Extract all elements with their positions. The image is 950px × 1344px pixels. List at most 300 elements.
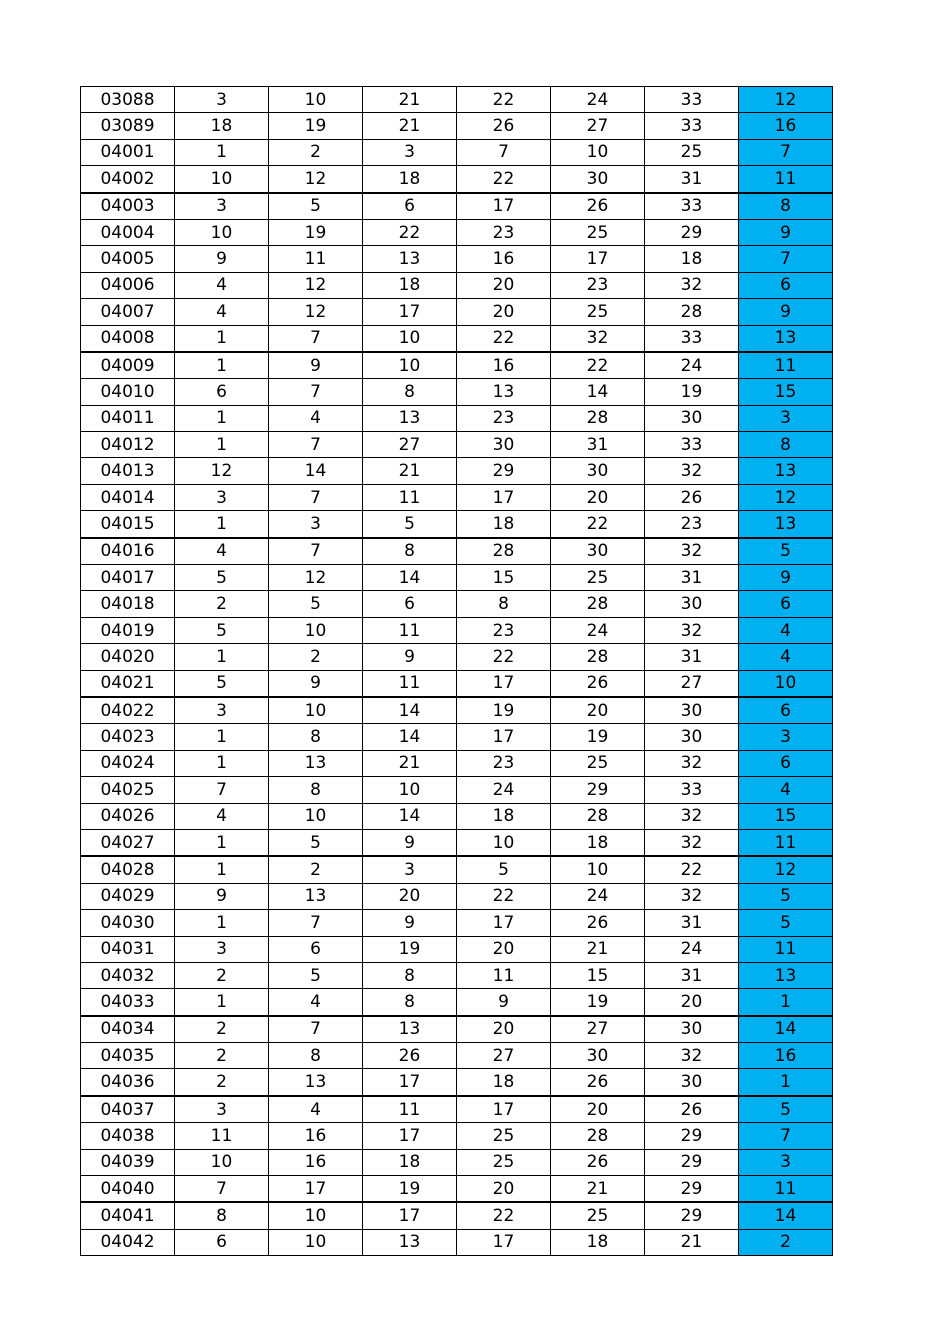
red-ball-2-cell: 11 xyxy=(269,246,363,272)
red-ball-3-cell: 10 xyxy=(363,325,457,352)
red-ball-6-cell: 32 xyxy=(645,458,739,484)
blue-ball-cell: 12 xyxy=(739,484,833,510)
red-ball-5-cell: 23 xyxy=(551,272,645,298)
red-ball-3-cell: 11 xyxy=(363,670,457,697)
table-row xyxy=(81,193,833,220)
red-ball-2-cell: 13 xyxy=(269,750,363,776)
red-ball-1-cell: 1 xyxy=(175,724,269,750)
table-row xyxy=(81,352,833,379)
red-ball-2-cell: 4 xyxy=(269,989,363,1016)
red-ball-5-cell: 28 xyxy=(551,1123,645,1149)
table-row xyxy=(81,272,833,298)
red-ball-6-cell: 18 xyxy=(645,246,739,272)
red-ball-5-cell: 25 xyxy=(551,750,645,776)
red-ball-3-cell: 14 xyxy=(363,565,457,591)
table-row xyxy=(81,617,833,643)
red-ball-5-cell: 20 xyxy=(551,484,645,510)
red-ball-1-cell: 3 xyxy=(175,936,269,962)
table-row xyxy=(81,1149,833,1175)
red-ball-2-cell: 7 xyxy=(269,432,363,458)
blue-ball-cell: 13 xyxy=(739,511,833,538)
table-row xyxy=(81,777,833,803)
red-ball-4-cell: 17 xyxy=(457,910,551,936)
red-ball-1-cell: 7 xyxy=(175,777,269,803)
red-ball-1-cell: 3 xyxy=(175,697,269,724)
red-ball-5-cell: 26 xyxy=(551,193,645,220)
blue-ball-cell: 6 xyxy=(739,750,833,776)
red-ball-4-cell: 16 xyxy=(457,352,551,379)
red-ball-2-cell: 13 xyxy=(269,883,363,909)
red-ball-4-cell: 23 xyxy=(457,405,551,431)
red-ball-4-cell: 22 xyxy=(457,644,551,670)
red-ball-3-cell: 17 xyxy=(363,1202,457,1229)
red-ball-5-cell: 20 xyxy=(551,697,645,724)
red-ball-2-cell: 16 xyxy=(269,1123,363,1149)
issue-number-cell: 04037 xyxy=(81,1096,175,1123)
blue-ball-cell: 14 xyxy=(739,1202,833,1229)
red-ball-5-cell: 25 xyxy=(551,1202,645,1229)
blue-ball-cell: 6 xyxy=(739,272,833,298)
table-row xyxy=(81,989,833,1016)
red-ball-5-cell: 25 xyxy=(551,219,645,245)
red-ball-6-cell: 33 xyxy=(645,432,739,458)
red-ball-5-cell: 28 xyxy=(551,591,645,617)
red-ball-6-cell: 26 xyxy=(645,484,739,510)
lottery-results-table xyxy=(80,86,833,1256)
red-ball-2-cell: 17 xyxy=(269,1176,363,1203)
red-ball-4-cell: 24 xyxy=(457,777,551,803)
table-row xyxy=(81,458,833,484)
red-ball-2-cell: 7 xyxy=(269,910,363,936)
red-ball-5-cell: 26 xyxy=(551,1069,645,1096)
red-ball-3-cell: 6 xyxy=(363,591,457,617)
red-ball-2-cell: 12 xyxy=(269,272,363,298)
red-ball-3-cell: 11 xyxy=(363,484,457,510)
issue-number-cell: 04034 xyxy=(81,1016,175,1043)
red-ball-5-cell: 27 xyxy=(551,1016,645,1043)
red-ball-3-cell: 21 xyxy=(363,87,457,113)
red-ball-1-cell: 9 xyxy=(175,883,269,909)
red-ball-6-cell: 32 xyxy=(645,617,739,643)
red-ball-6-cell: 30 xyxy=(645,1016,739,1043)
red-ball-5-cell: 21 xyxy=(551,936,645,962)
table-row xyxy=(81,379,833,405)
red-ball-2-cell: 2 xyxy=(269,644,363,670)
red-ball-1-cell: 1 xyxy=(175,856,269,883)
red-ball-4-cell: 22 xyxy=(457,166,551,193)
red-ball-1-cell: 1 xyxy=(175,432,269,458)
blue-ball-cell: 10 xyxy=(739,670,833,697)
red-ball-5-cell: 10 xyxy=(551,139,645,165)
table-row xyxy=(81,803,833,829)
table-row xyxy=(81,87,833,113)
red-ball-1-cell: 2 xyxy=(175,1043,269,1069)
red-ball-4-cell: 20 xyxy=(457,272,551,298)
blue-ball-cell: 12 xyxy=(739,856,833,883)
red-ball-5-cell: 10 xyxy=(551,856,645,883)
red-ball-1-cell: 2 xyxy=(175,962,269,988)
red-ball-1-cell: 2 xyxy=(175,591,269,617)
red-ball-2-cell: 7 xyxy=(269,325,363,352)
red-ball-1-cell: 1 xyxy=(175,325,269,352)
red-ball-3-cell: 13 xyxy=(363,1016,457,1043)
red-ball-2-cell: 10 xyxy=(269,1202,363,1229)
red-ball-2-cell: 8 xyxy=(269,724,363,750)
red-ball-5-cell: 24 xyxy=(551,617,645,643)
red-ball-6-cell: 31 xyxy=(645,962,739,988)
red-ball-2-cell: 5 xyxy=(269,829,363,856)
table-row xyxy=(81,246,833,272)
red-ball-6-cell: 32 xyxy=(645,883,739,909)
red-ball-1-cell: 2 xyxy=(175,1069,269,1096)
issue-number-cell: 04016 xyxy=(81,538,175,565)
red-ball-1-cell: 3 xyxy=(175,87,269,113)
red-ball-2-cell: 2 xyxy=(269,856,363,883)
issue-number-cell: 04022 xyxy=(81,697,175,724)
red-ball-4-cell: 17 xyxy=(457,193,551,220)
red-ball-6-cell: 23 xyxy=(645,511,739,538)
red-ball-2-cell: 5 xyxy=(269,193,363,220)
red-ball-4-cell: 8 xyxy=(457,591,551,617)
red-ball-1-cell: 12 xyxy=(175,458,269,484)
blue-ball-cell: 6 xyxy=(739,591,833,617)
red-ball-3-cell: 21 xyxy=(363,458,457,484)
red-ball-5-cell: 26 xyxy=(551,670,645,697)
red-ball-5-cell: 29 xyxy=(551,777,645,803)
red-ball-3-cell: 8 xyxy=(363,989,457,1016)
red-ball-4-cell: 20 xyxy=(457,1176,551,1203)
red-ball-5-cell: 24 xyxy=(551,87,645,113)
blue-ball-cell: 16 xyxy=(739,1043,833,1069)
red-ball-1-cell: 6 xyxy=(175,1229,269,1255)
table-row xyxy=(81,829,833,856)
red-ball-4-cell: 18 xyxy=(457,1069,551,1096)
red-ball-3-cell: 19 xyxy=(363,936,457,962)
table-row xyxy=(81,538,833,565)
red-ball-6-cell: 25 xyxy=(645,139,739,165)
red-ball-5-cell: 30 xyxy=(551,166,645,193)
red-ball-5-cell: 31 xyxy=(551,432,645,458)
red-ball-5-cell: 25 xyxy=(551,299,645,325)
red-ball-5-cell: 28 xyxy=(551,803,645,829)
blue-ball-cell: 4 xyxy=(739,644,833,670)
red-ball-6-cell: 32 xyxy=(645,829,739,856)
red-ball-2-cell: 9 xyxy=(269,352,363,379)
red-ball-5-cell: 15 xyxy=(551,962,645,988)
table-row xyxy=(81,432,833,458)
blue-ball-cell: 15 xyxy=(739,379,833,405)
table-row xyxy=(81,325,833,352)
issue-number-cell: 04007 xyxy=(81,299,175,325)
issue-number-cell: 04004 xyxy=(81,219,175,245)
red-ball-5-cell: 19 xyxy=(551,724,645,750)
red-ball-5-cell: 18 xyxy=(551,1229,645,1255)
red-ball-6-cell: 30 xyxy=(645,697,739,724)
blue-ball-cell: 8 xyxy=(739,432,833,458)
red-ball-6-cell: 31 xyxy=(645,166,739,193)
red-ball-1-cell: 1 xyxy=(175,511,269,538)
red-ball-2-cell: 7 xyxy=(269,1016,363,1043)
issue-number-cell: 04030 xyxy=(81,910,175,936)
issue-number-cell: 04040 xyxy=(81,1176,175,1203)
red-ball-6-cell: 22 xyxy=(645,856,739,883)
red-ball-3-cell: 14 xyxy=(363,697,457,724)
red-ball-5-cell: 28 xyxy=(551,405,645,431)
red-ball-3-cell: 9 xyxy=(363,644,457,670)
red-ball-5-cell: 21 xyxy=(551,1176,645,1203)
table-row xyxy=(81,883,833,909)
issue-number-cell: 04017 xyxy=(81,565,175,591)
red-ball-6-cell: 29 xyxy=(645,1149,739,1175)
issue-number-cell: 04010 xyxy=(81,379,175,405)
red-ball-1-cell: 3 xyxy=(175,1096,269,1123)
red-ball-6-cell: 27 xyxy=(645,670,739,697)
red-ball-4-cell: 20 xyxy=(457,299,551,325)
red-ball-3-cell: 14 xyxy=(363,724,457,750)
blue-ball-cell: 5 xyxy=(739,1096,833,1123)
table-row xyxy=(81,1096,833,1123)
issue-number-cell: 04003 xyxy=(81,193,175,220)
red-ball-3-cell: 3 xyxy=(363,856,457,883)
red-ball-5-cell: 30 xyxy=(551,538,645,565)
red-ball-1-cell: 5 xyxy=(175,565,269,591)
red-ball-3-cell: 21 xyxy=(363,750,457,776)
blue-ball-cell: 1 xyxy=(739,1069,833,1096)
red-ball-6-cell: 30 xyxy=(645,591,739,617)
table-row xyxy=(81,405,833,431)
blue-ball-cell: 6 xyxy=(739,697,833,724)
red-ball-6-cell: 33 xyxy=(645,193,739,220)
red-ball-1-cell: 1 xyxy=(175,829,269,856)
red-ball-6-cell: 20 xyxy=(645,989,739,1016)
blue-ball-cell: 7 xyxy=(739,246,833,272)
red-ball-1-cell: 4 xyxy=(175,803,269,829)
red-ball-3-cell: 18 xyxy=(363,272,457,298)
red-ball-6-cell: 32 xyxy=(645,750,739,776)
red-ball-6-cell: 19 xyxy=(645,379,739,405)
red-ball-1-cell: 2 xyxy=(175,1016,269,1043)
table-body xyxy=(81,87,833,1256)
red-ball-6-cell: 32 xyxy=(645,1043,739,1069)
table-row xyxy=(81,511,833,538)
red-ball-3-cell: 5 xyxy=(363,511,457,538)
red-ball-1-cell: 6 xyxy=(175,379,269,405)
table-row xyxy=(81,1123,833,1149)
red-ball-2-cell: 7 xyxy=(269,484,363,510)
red-ball-4-cell: 18 xyxy=(457,803,551,829)
blue-ball-cell: 7 xyxy=(739,139,833,165)
red-ball-4-cell: 25 xyxy=(457,1149,551,1175)
issue-number-cell: 04009 xyxy=(81,352,175,379)
red-ball-6-cell: 32 xyxy=(645,272,739,298)
red-ball-3-cell: 8 xyxy=(363,538,457,565)
issue-number-cell: 04025 xyxy=(81,777,175,803)
red-ball-6-cell: 29 xyxy=(645,1123,739,1149)
blue-ball-cell: 13 xyxy=(739,962,833,988)
table-row xyxy=(81,856,833,883)
blue-ball-cell: 9 xyxy=(739,565,833,591)
issue-number-cell: 04021 xyxy=(81,670,175,697)
red-ball-4-cell: 27 xyxy=(457,1043,551,1069)
red-ball-5-cell: 30 xyxy=(551,458,645,484)
blue-ball-cell: 3 xyxy=(739,724,833,750)
blue-ball-cell: 4 xyxy=(739,617,833,643)
red-ball-2-cell: 4 xyxy=(269,405,363,431)
red-ball-1-cell: 1 xyxy=(175,910,269,936)
blue-ball-cell: 11 xyxy=(739,166,833,193)
red-ball-3-cell: 10 xyxy=(363,352,457,379)
red-ball-5-cell: 30 xyxy=(551,1043,645,1069)
red-ball-4-cell: 13 xyxy=(457,379,551,405)
issue-number-cell: 04013 xyxy=(81,458,175,484)
red-ball-3-cell: 9 xyxy=(363,829,457,856)
red-ball-6-cell: 29 xyxy=(645,219,739,245)
red-ball-3-cell: 17 xyxy=(363,1069,457,1096)
red-ball-6-cell: 33 xyxy=(645,87,739,113)
red-ball-6-cell: 31 xyxy=(645,910,739,936)
red-ball-2-cell: 2 xyxy=(269,139,363,165)
blue-ball-cell: 11 xyxy=(739,936,833,962)
issue-number-cell: 04036 xyxy=(81,1069,175,1096)
red-ball-2-cell: 14 xyxy=(269,458,363,484)
red-ball-1-cell: 1 xyxy=(175,352,269,379)
red-ball-3-cell: 10 xyxy=(363,777,457,803)
issue-number-cell: 04029 xyxy=(81,883,175,909)
red-ball-1-cell: 1 xyxy=(175,989,269,1016)
red-ball-1-cell: 10 xyxy=(175,166,269,193)
red-ball-3-cell: 21 xyxy=(363,113,457,139)
red-ball-2-cell: 8 xyxy=(269,1043,363,1069)
red-ball-1-cell: 1 xyxy=(175,139,269,165)
issue-number-cell: 04027 xyxy=(81,829,175,856)
red-ball-5-cell: 27 xyxy=(551,113,645,139)
red-ball-3-cell: 27 xyxy=(363,432,457,458)
blue-ball-cell: 9 xyxy=(739,219,833,245)
red-ball-5-cell: 26 xyxy=(551,910,645,936)
blue-ball-cell: 15 xyxy=(739,803,833,829)
blue-ball-cell: 2 xyxy=(739,1229,833,1255)
red-ball-2-cell: 6 xyxy=(269,936,363,962)
red-ball-3-cell: 17 xyxy=(363,299,457,325)
red-ball-6-cell: 30 xyxy=(645,405,739,431)
red-ball-4-cell: 5 xyxy=(457,856,551,883)
issue-number-cell: 03088 xyxy=(81,87,175,113)
table-row xyxy=(81,1043,833,1069)
blue-ball-cell: 4 xyxy=(739,777,833,803)
table-row xyxy=(81,219,833,245)
red-ball-2-cell: 3 xyxy=(269,511,363,538)
red-ball-4-cell: 18 xyxy=(457,511,551,538)
red-ball-4-cell: 26 xyxy=(457,113,551,139)
issue-number-cell: 03089 xyxy=(81,113,175,139)
red-ball-1-cell: 1 xyxy=(175,644,269,670)
issue-number-cell: 04026 xyxy=(81,803,175,829)
red-ball-2-cell: 10 xyxy=(269,87,363,113)
red-ball-6-cell: 33 xyxy=(645,777,739,803)
blue-ball-cell: 3 xyxy=(739,1149,833,1175)
red-ball-1-cell: 4 xyxy=(175,299,269,325)
blue-ball-cell: 5 xyxy=(739,910,833,936)
red-ball-1-cell: 7 xyxy=(175,1176,269,1203)
red-ball-4-cell: 17 xyxy=(457,484,551,510)
red-ball-3-cell: 18 xyxy=(363,1149,457,1175)
blue-ball-cell: 8 xyxy=(739,193,833,220)
red-ball-1-cell: 8 xyxy=(175,1202,269,1229)
red-ball-4-cell: 28 xyxy=(457,538,551,565)
issue-number-cell: 04005 xyxy=(81,246,175,272)
blue-ball-cell: 11 xyxy=(739,829,833,856)
red-ball-4-cell: 30 xyxy=(457,432,551,458)
issue-number-cell: 04020 xyxy=(81,644,175,670)
table-row xyxy=(81,299,833,325)
red-ball-2-cell: 16 xyxy=(269,1149,363,1175)
blue-ball-cell: 9 xyxy=(739,299,833,325)
red-ball-3-cell: 18 xyxy=(363,166,457,193)
red-ball-2-cell: 9 xyxy=(269,670,363,697)
red-ball-1-cell: 10 xyxy=(175,1149,269,1175)
issue-number-cell: 04038 xyxy=(81,1123,175,1149)
red-ball-4-cell: 22 xyxy=(457,883,551,909)
issue-number-cell: 04019 xyxy=(81,617,175,643)
red-ball-5-cell: 18 xyxy=(551,829,645,856)
issue-number-cell: 04006 xyxy=(81,272,175,298)
issue-number-cell: 04012 xyxy=(81,432,175,458)
table-row xyxy=(81,1202,833,1229)
issue-number-cell: 04024 xyxy=(81,750,175,776)
issue-number-cell: 04041 xyxy=(81,1202,175,1229)
issue-number-cell: 04011 xyxy=(81,405,175,431)
red-ball-4-cell: 19 xyxy=(457,697,551,724)
issue-number-cell: 04015 xyxy=(81,511,175,538)
red-ball-2-cell: 12 xyxy=(269,166,363,193)
red-ball-6-cell: 31 xyxy=(645,644,739,670)
issue-number-cell: 04039 xyxy=(81,1149,175,1175)
red-ball-3-cell: 14 xyxy=(363,803,457,829)
table-row xyxy=(81,591,833,617)
red-ball-5-cell: 14 xyxy=(551,379,645,405)
red-ball-4-cell: 22 xyxy=(457,1202,551,1229)
table-row xyxy=(81,484,833,510)
table-row xyxy=(81,1016,833,1043)
issue-number-cell: 04031 xyxy=(81,936,175,962)
issue-number-cell: 04028 xyxy=(81,856,175,883)
blue-ball-cell: 13 xyxy=(739,325,833,352)
blue-ball-cell: 12 xyxy=(739,87,833,113)
red-ball-2-cell: 19 xyxy=(269,113,363,139)
red-ball-4-cell: 20 xyxy=(457,1016,551,1043)
issue-number-cell: 04001 xyxy=(81,139,175,165)
red-ball-6-cell: 31 xyxy=(645,565,739,591)
blue-ball-cell: 3 xyxy=(739,405,833,431)
red-ball-5-cell: 32 xyxy=(551,325,645,352)
red-ball-6-cell: 29 xyxy=(645,1202,739,1229)
red-ball-6-cell: 24 xyxy=(645,352,739,379)
red-ball-4-cell: 23 xyxy=(457,750,551,776)
table-row xyxy=(81,113,833,139)
red-ball-2-cell: 12 xyxy=(269,565,363,591)
red-ball-4-cell: 17 xyxy=(457,724,551,750)
red-ball-2-cell: 19 xyxy=(269,219,363,245)
blue-ball-cell: 5 xyxy=(739,538,833,565)
table-row xyxy=(81,936,833,962)
red-ball-3-cell: 20 xyxy=(363,883,457,909)
red-ball-2-cell: 10 xyxy=(269,1229,363,1255)
red-ball-4-cell: 25 xyxy=(457,1123,551,1149)
table-row xyxy=(81,1176,833,1203)
red-ball-4-cell: 23 xyxy=(457,617,551,643)
red-ball-4-cell: 10 xyxy=(457,829,551,856)
red-ball-3-cell: 13 xyxy=(363,246,457,272)
